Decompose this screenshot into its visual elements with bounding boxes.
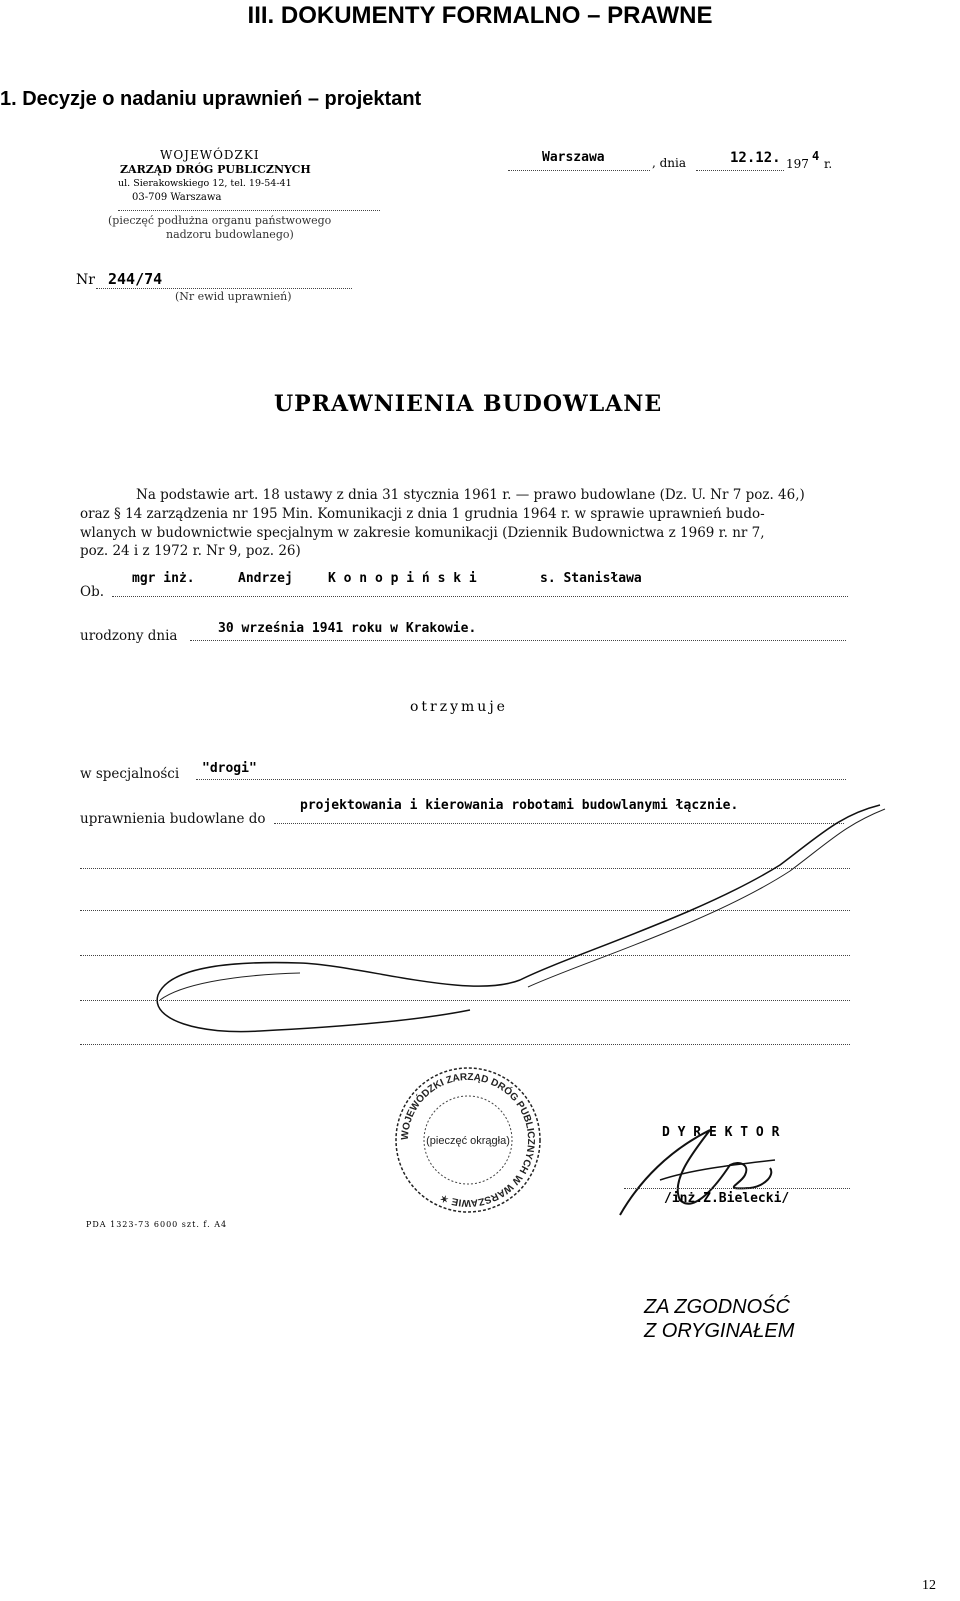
born-value: 30 września 1941 roku w Krakowie.: [218, 621, 477, 636]
ob-line: [112, 596, 848, 597]
date-value: 12.12.: [730, 150, 781, 166]
number-caption: (Nr ewid uprawnień): [175, 290, 292, 303]
date-line: [696, 170, 784, 171]
cancellation-stroke: [140, 795, 890, 1055]
page-number: 12: [922, 1578, 936, 1593]
director-line: [624, 1188, 850, 1189]
place-line: [508, 170, 650, 171]
issuer-line1: WOJEWÓDZKI: [160, 148, 260, 162]
issuer-line2: ZARZĄD DRÓG PUBLICZNYCH: [120, 163, 311, 176]
legal-basis-line-3: wlanych w budownictwie specjalnym w zakresie komunikacji (Dziennik Budownictwa z 1969 r. nr 7,: [80, 525, 765, 541]
date-prefix: , dnia: [652, 156, 687, 170]
year-prefix: 197: [786, 157, 809, 171]
number-line: [96, 288, 352, 289]
certification-line-2: Z ORYGINAŁEM: [644, 1320, 795, 1342]
issuer-line3: ul. Sierakowskiego 12, tel. 19-54-41: [118, 178, 292, 189]
person-last-name: K o n o p i ń s k i: [328, 571, 477, 586]
certification-line-1: ZA ZGODNOŚĆ: [644, 1296, 790, 1318]
legal-basis-line-4: poz. 24 i z 1972 r. Nr 9, poz. 26): [80, 543, 301, 559]
specialty-value: "drogi": [202, 761, 257, 776]
born-label: urodzony dnia: [80, 628, 178, 644]
section-title: III. DOKUMENTY FORMALNO – PRAWNE: [247, 2, 713, 29]
year-digit: 4: [812, 149, 820, 163]
document-title: UPRAWNIENIA BUDOWLANE: [274, 391, 663, 417]
round-stamp-seal: [388, 1060, 548, 1220]
person-parent: s. Stanisława: [540, 571, 642, 586]
specialty-label: w specjalności: [80, 766, 180, 782]
scope-value: projektowania i kierowania robotami budowlanymi łącznie.: [300, 798, 739, 813]
place: Warszawa: [542, 150, 605, 165]
number-value: 244/74: [108, 270, 163, 288]
stamp-caption: (pieczęć okrągła): [426, 1135, 510, 1147]
svg-text:WOJEWÓDZKI ZARZĄD DRÓG PUBLICZ: WOJEWÓDZKI ZARZĄD DRÓG PUBLICZNYCH W WARSZAWIE ✶: [399, 1071, 537, 1209]
issuer-caption-2: nadzoru budowlanego): [166, 228, 294, 241]
issuer-line4: 03-709 Warszawa: [132, 192, 222, 203]
issuer-underline: [118, 210, 380, 211]
specialty-line: [196, 779, 846, 780]
legal-basis-line-1: Na podstawie art. 18 ustawy z dnia 31 stycznia 1961 r. — prawo budowlane (Dz. U. Nr 7 poz. 46,): [136, 487, 805, 503]
person-first-name: Andrzej: [238, 571, 293, 586]
person-title: mgr inż.: [132, 571, 195, 586]
issuer-caption-1: (pieczęć podłużna organu państwowego: [108, 214, 332, 227]
born-line: [190, 640, 846, 641]
legal-basis-line-2: oraz § 14 zarządzenia nr 195 Min. Komunikacji z dnia 1 grudnia 1964 r. w sprawie uprawnień budo-: [80, 506, 765, 522]
director-name: /inż.Z.Bielecki/: [664, 1191, 790, 1206]
scope-label: uprawnienia budowlane do: [80, 811, 266, 827]
ob-label: Ob.: [80, 584, 105, 600]
year-suffix: r.: [824, 157, 833, 171]
director-title: D Y R E K T O R: [662, 1125, 780, 1140]
form-code: PDA 1323-73 6000 szt. f. A4: [86, 1220, 228, 1229]
number-prefix: Nr: [76, 272, 95, 288]
receives-label: otrzymuje: [410, 699, 508, 715]
subsection-title: 1. Decyzje o nadaniu uprawnień – projektant: [0, 88, 422, 110]
